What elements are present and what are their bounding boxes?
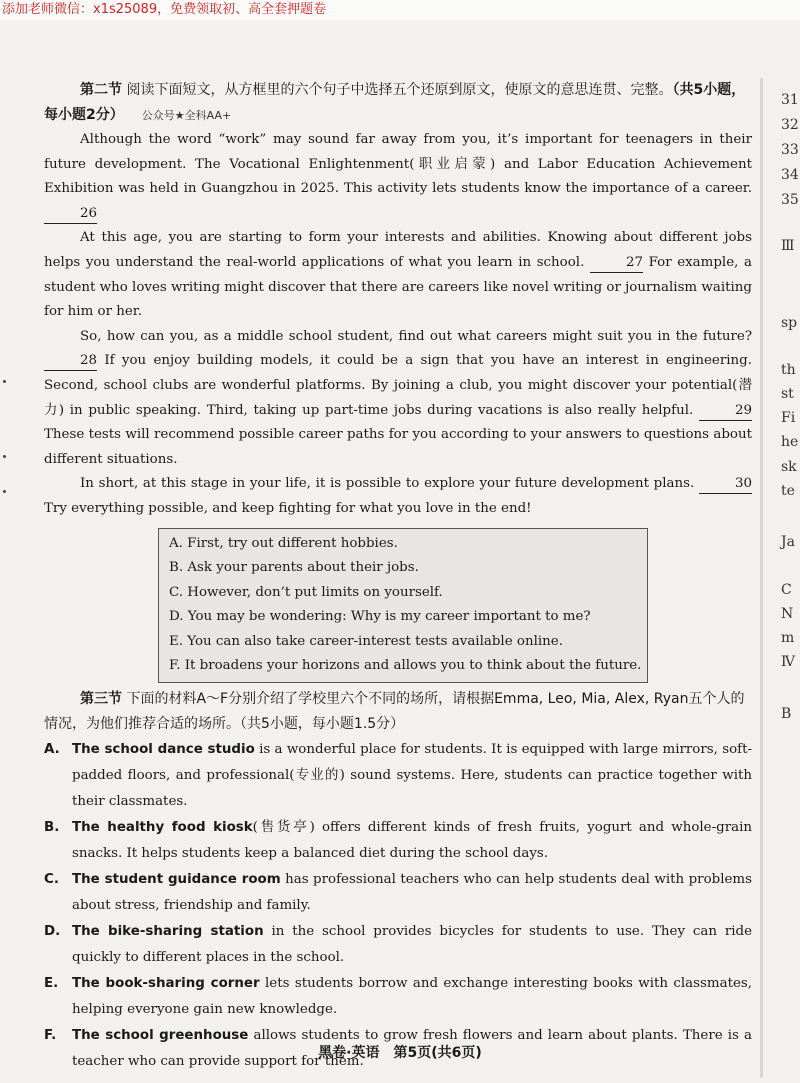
edge-fragment: 35 [781,192,799,208]
option-c: C. However, don’t put limits on yourself. [169,584,443,600]
edge-fragment: Ⅲ [781,238,795,254]
edge-fragment: 33 [781,142,799,158]
page-fold-shadow [760,78,763,1078]
edge-fragment: sk [781,459,797,475]
option-d: D. You may be wondering: Why is my career important to me? [169,609,591,625]
place-item-f: F. The school greenhouse allows students to grow fresh flowers and learn about plants. There is a teacher who can provide support for them. [44,1028,752,1070]
page-footer: 黑卷·英语 第5页(共6页) [318,1045,482,1061]
blank-28: 28 [44,352,97,371]
place-item-e: E. The book-sharing corner lets students borrow and exchange interesting books with classmates, helping everyone gain new knowledge. [44,976,752,1018]
passage-paragraph-2: At this age, you are starting to form your interests and abilities. Knowing about different jobs helps you understand the real-world applications of what you learn in school. 27 For example, a student who loves writing might discover that there are careers like novel writing or journalism waiting for him or her. [44,230,752,320]
section3-label: 第三节 [80,691,122,708]
watermark-tag: 公众号★全科AA+ [141,109,232,122]
blank-29: 29 [699,402,752,421]
section2-label: 第二节 [80,82,122,98]
place-item-c: C. The student guidance room has professional teachers who can help students deal with problems about stress, friendship and family. [44,872,752,914]
place-item-b: B. The healthy food kiosk(售货亭) offers different kinds of fresh fruits, yogurt and whole-grain snacks. It helps students keep a balanced diet during the school days. [44,820,752,862]
option-e: E. You can also take career-interest tests available online. [169,633,563,649]
edge-fragment: te [781,483,795,499]
options-box [158,528,648,684]
option-b: B. Ask your parents about their jobs. [169,560,419,576]
edge-fragment: Fi [781,410,796,426]
blank-26: 26 [44,205,97,224]
place-item-d: D. The bike-sharing station in the school provides bicycles for students to use. They can ride quickly to different places in the school. [44,924,753,966]
passage-paragraph-3: So, how can you, as a middle school student, find out what careers might suit you in the future? 28 If you enjoy building models, it could be a sign that you have an interest in engineering. Second, school clubs are wonderful platforms. By joining a club, you might discover your potential(潜力) in public speaking. Third, taking up part-time jobs during vacations is also really helpful. 29 These tests will recommend possible career paths for you according to your answers to questions about different situations. [44,328,752,467]
edge-fragment: N [781,606,794,622]
place-item-a: A. The school dance studio is a wonderful place for students. It is equipped with large mirrors, soft-padded floors, and professional(专业的) sound systems. Here, students can practice together with their classmates. [44,742,752,810]
edge-fragment: B [781,706,792,722]
section3-instruction: 下面的材料A～F分别介绍了学校里六个不同的场所，请根据Emma, Leo, Mia, Alex, Ryan五个人的情况，为他们推荐合适的场所。（共5小题，每小题1.5分） [44,691,745,733]
section2-instruction: 阅读下面短文，从方框里的六个句子中选择五个还原到原文，使原文的意思连贯、完整。 [126,82,673,98]
exam-page [44,78,752,1075]
section2-heading [44,78,752,128]
blank-27: 27 [590,254,643,273]
edge-fragment: Ⅳ [781,654,795,670]
passage-paragraph-4: In short, at this stage in your life, it is possible to explore your future development plans. 30 Try everything possible, and keep fighting for what you love in the end! [44,476,752,516]
section2-score: （共5小题，每小题2分） [44,82,746,123]
edge-fragment: st [781,386,794,402]
blank-30: 30 [699,475,752,494]
edge-fragment: 31 [781,92,799,108]
edge-fragment: sp [781,315,798,331]
edge-fragment: m [781,630,795,646]
edge-fragment: th [781,362,796,378]
passage-paragraph-1: Although the word “work” may sound far away from you, it’s important for teenagers in their future development. The Vocational Enlightenment(职业启蒙) and Labor Education Achievement Exhibition was held in Guangzhou in 2025. This activity lets students know the importance of a career. 26 [44,128,752,226]
top-banner: 添加老师微信：x1s25089，免费领取初、高全套押题卷 [0,0,800,20]
punch-dot [3,380,6,383]
edge-fragment: he [781,434,799,450]
option-a: A. First, try out different hobbies. [169,535,398,551]
option-f: F. It broadens your horizons and allows you to think about the future. [169,658,642,674]
edge-fragment: 32 [781,117,799,133]
section3-heading [44,687,752,737]
punch-dot [3,455,6,458]
edge-fragment: 34 [781,167,799,183]
punch-dot [3,490,6,493]
next-page-edge [778,0,800,1083]
edge-fragment: Ja [781,534,795,550]
edge-fragment: C [781,582,792,598]
